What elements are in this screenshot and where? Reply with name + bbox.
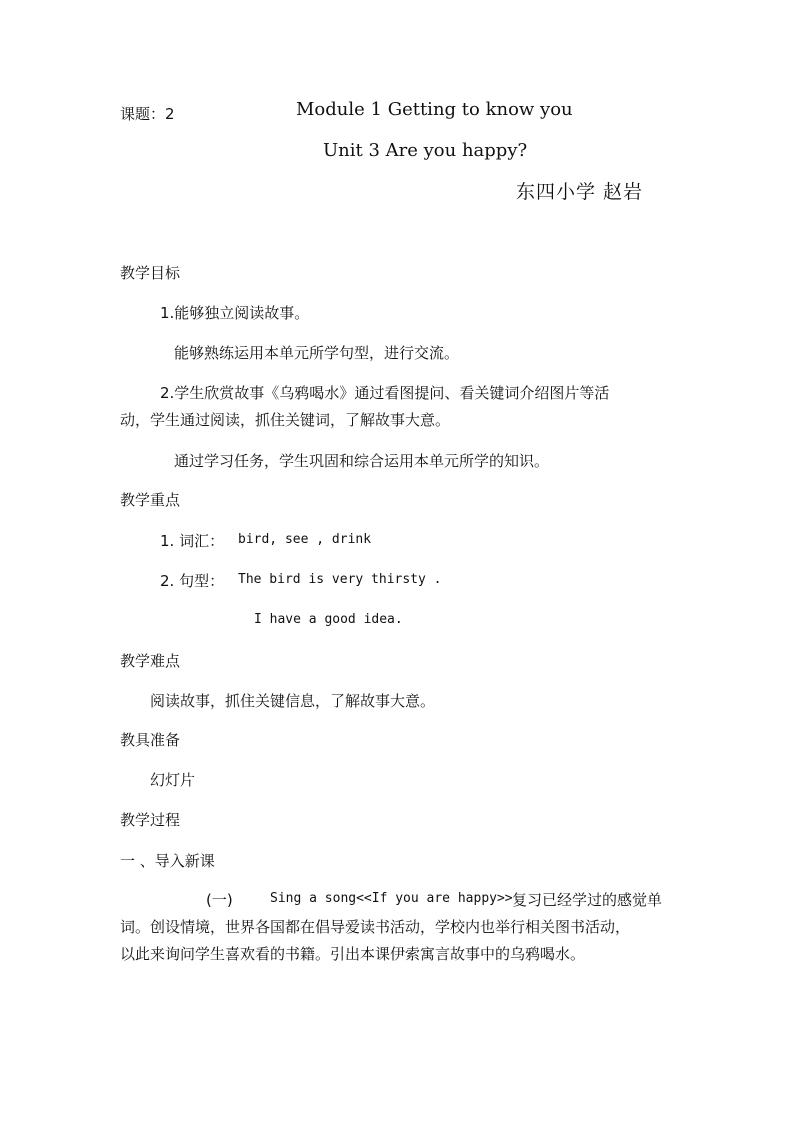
objectives-heading: 教学目标 [120, 264, 181, 282]
process-step-1-song: Sing a song<<If you are happy>> [270, 891, 513, 906]
process-step-1-rest: 复习已经学过的感觉单 [512, 891, 663, 909]
process-step-1-line2: 词。创设情境，世界各国都在倡导爱读书活动，学校内也举行相关图书活动， [120, 918, 631, 936]
key-point-2-value: The bird is very thirsty . [238, 572, 442, 587]
objective-item-1: 1.能够独立阅读故事。 [160, 304, 310, 322]
key-point-1-label: 1. 词汇： [160, 532, 225, 550]
materials-heading: 教具准备 [120, 731, 181, 749]
process-heading: 教学过程 [120, 811, 181, 829]
key-points-heading: 教学重点 [120, 491, 181, 509]
materials-text: 幻灯片 [150, 771, 196, 789]
process-section-1: 一 、导入新课 [120, 852, 215, 870]
objective-item-3: 通过学习任务，学生巩固和综合运用本单元所学的知识。 [174, 452, 550, 470]
process-step-1-label: (一) [206, 891, 233, 909]
difficulties-text: 阅读故事，抓住关键信息，了解故事大意。 [150, 692, 436, 710]
author: 东四小学 赵岩 [516, 181, 644, 203]
key-point-2-label: 2. 句型： [160, 572, 225, 590]
lesson-label: 课题：2 [120, 105, 175, 123]
process-step-1-line3: 以此来询问学生喜欢看的书籍。引出本课伊索寓言故事中的乌鸦喝水。 [120, 945, 586, 963]
objective-item-1-sub: 能够熟练运用本单元所学句型，进行交流。 [174, 344, 460, 362]
unit-title: Unit 3 Are you happy? [323, 140, 528, 161]
module-title: Module 1 Getting to know you [296, 99, 573, 120]
difficulties-heading: 教学难点 [120, 652, 181, 670]
key-point-1-value: bird, see , drink [238, 532, 372, 547]
objective-item-2-line2: 动，学生通过阅读，抓住关键词，了解故事大意。 [120, 411, 451, 429]
key-point-2-value2: I have a good idea. [254, 612, 403, 627]
objective-item-2-line1: 2.学生欣赏故事《乌鸦喝水》通过看图提问、看关键词介绍图片等活 [160, 384, 610, 402]
